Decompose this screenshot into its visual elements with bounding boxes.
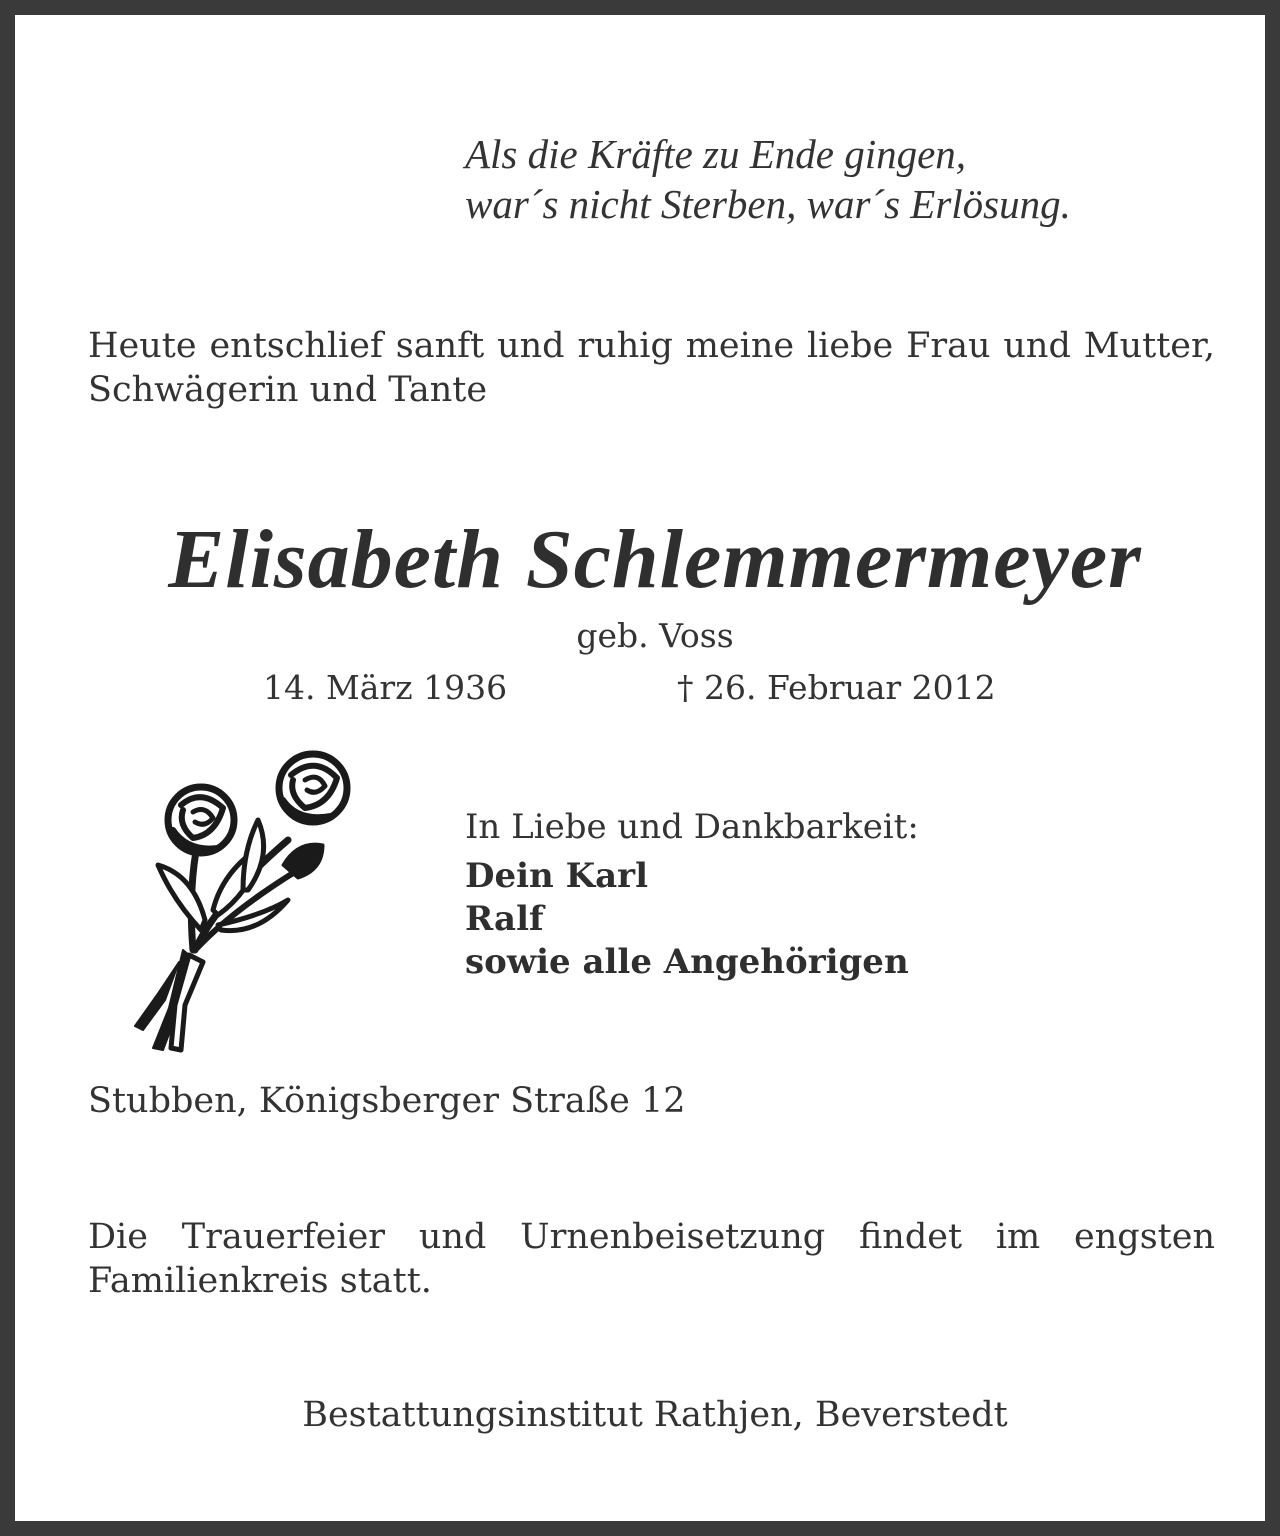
born-name: geb. Voss xyxy=(576,616,734,655)
signer-2: Ralf xyxy=(465,899,544,939)
roses-icon xyxy=(123,750,363,1055)
intro-text: Heute entschlief sanft und ruhig meine liebe Frau und Mutter, Schwägerin und Tante xyxy=(88,326,1215,410)
signers xyxy=(465,855,909,984)
signer-3: sowie alle Angehörigen xyxy=(465,942,909,982)
signoff: In Liebe und Dankbarkeit: xyxy=(465,807,919,847)
undertaker: Bestattungsinstitut Rathjen, Beverstedt xyxy=(302,1395,1008,1435)
motto-line-1: Als die Kräfte zu Ende gingen, xyxy=(465,131,967,177)
motto xyxy=(465,129,1071,229)
motto-line-2: war´s nicht Sterben, war´s Erlösung. xyxy=(465,181,1071,227)
ceremony-notice: Die Trauerfeier und Urnenbeisetzung findet im engsten Familienkreis statt. xyxy=(88,1217,1215,1301)
address: Stubben, Königsberger Straße 12 xyxy=(88,1081,686,1121)
death-date: † 26. Februar 2012 xyxy=(677,668,996,707)
deceased-name: Elisabeth Schlemmermeyer xyxy=(168,513,1142,606)
signer-1: Dein Karl xyxy=(465,856,648,896)
birth-date: 14. März 1936 xyxy=(263,668,508,707)
